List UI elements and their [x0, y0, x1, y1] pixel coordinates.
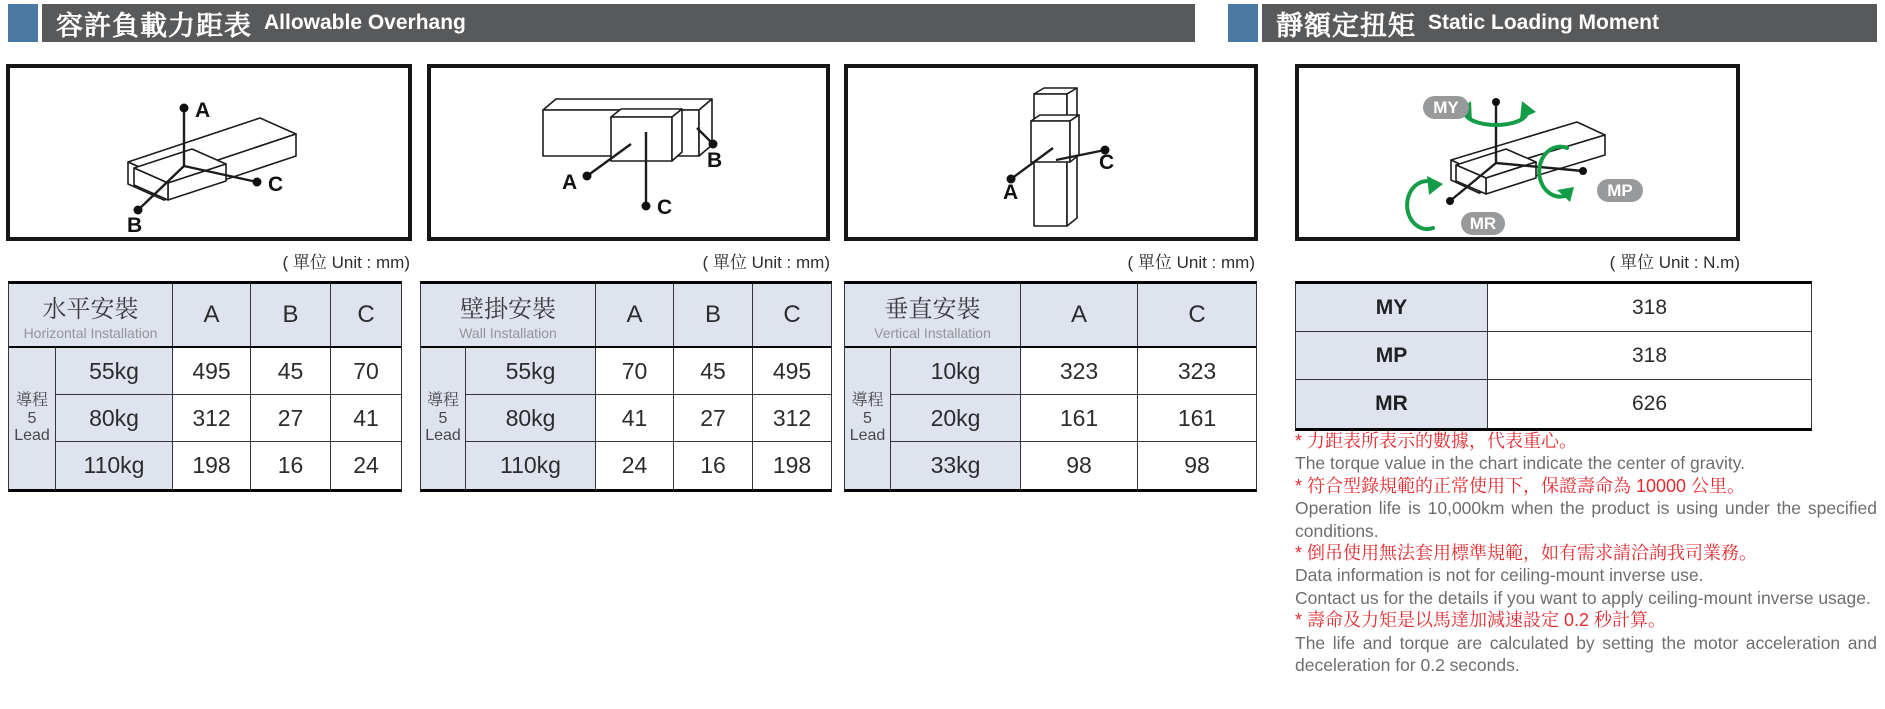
mr-badge-label: MR — [1469, 214, 1497, 233]
column-header-c: C — [753, 284, 831, 348]
table-title-en: Vertical Installation — [874, 325, 991, 341]
lead-number: 5 — [438, 409, 448, 427]
value-cell: 45 — [674, 348, 753, 395]
point-label: A — [1003, 181, 1019, 204]
note-line: The life and torque are calculated by setting the motor acceleration and deceleration for 0.2 seconds. — [1295, 632, 1877, 676]
value-cell: 16 — [251, 442, 331, 489]
note-line: * 壽命及力矩是以馬達加減速設定 0.2 秒計算。 — [1295, 610, 1667, 631]
column-header-b: B — [674, 284, 753, 348]
lead-en: Lead — [14, 427, 50, 445]
value-cell: 495 — [173, 348, 251, 395]
value-cell: 98 — [1138, 442, 1256, 489]
lead-cell — [845, 348, 891, 489]
static-moment-diagram — [1295, 64, 1740, 241]
column-header-a: A — [596, 284, 674, 348]
column-header-c: C — [331, 284, 401, 348]
horizontal-installation-table — [8, 281, 402, 492]
value-cell: 24 — [596, 442, 674, 489]
value-cell: 312 — [753, 395, 831, 442]
value-cell: 161 — [1138, 395, 1256, 442]
wall-installation-table — [420, 281, 832, 492]
value-cell: 70 — [331, 348, 401, 395]
vertical-installation-table — [844, 281, 1257, 492]
value-cell: 70 — [596, 348, 674, 395]
load-cell: 110kg — [56, 442, 173, 489]
section-title-en: Allowable Overhang — [264, 11, 466, 34]
header-bar — [1262, 4, 1877, 42]
moment-label-cell: MR — [1296, 380, 1488, 428]
table-title-zh: 壁掛安裝 — [460, 296, 556, 323]
isometric-actuator-drawing — [10, 68, 408, 237]
lead-en: Lead — [849, 427, 886, 445]
unit-label-mm: ( 單位 Unit : mm) — [282, 253, 410, 272]
load-cell: 80kg — [466, 395, 596, 442]
moment-value-cell: 318 — [1488, 284, 1811, 332]
table-title-cell — [9, 284, 173, 348]
column-header-b: B — [251, 284, 331, 348]
note-line: Contact us for the details if you want to apply ceiling-mount inverse usage. — [1295, 587, 1871, 608]
value-cell: 41 — [596, 395, 674, 442]
my-badge-label: MY — [1433, 98, 1459, 117]
load-cell: 80kg — [56, 395, 173, 442]
note-line: Data information is not for ceiling-mount inverse use. — [1295, 565, 1704, 586]
horizontal-installation-diagram — [6, 64, 412, 241]
column-header-c: C — [1138, 284, 1256, 348]
note-line: Operation life is 10,000km when the product is using under the specified conditions. — [1295, 498, 1877, 541]
value-cell: 161 — [1021, 395, 1138, 442]
value-cell: 16 — [674, 442, 753, 489]
load-cell: 20kg — [891, 395, 1021, 442]
footnotes — [1295, 430, 1877, 676]
moment-label-cell: MY — [1296, 284, 1488, 332]
section-title-zh: 靜額定扭矩 — [1276, 10, 1416, 41]
value-cell: 24 — [331, 442, 401, 489]
table-title-cell — [845, 284, 1021, 348]
mp-badge-label: MP — [1607, 181, 1633, 200]
point-label: A — [562, 171, 578, 194]
table-title-en: Wall Installation — [459, 325, 557, 341]
table-title-cell — [421, 284, 596, 348]
lead-zh: 導程 — [851, 391, 884, 409]
value-cell: 41 — [331, 395, 401, 442]
value-cell: 323 — [1138, 348, 1256, 395]
value-cell: 198 — [753, 442, 831, 489]
static-loading-moment-header — [1228, 4, 1877, 42]
allowable-overhang-header — [8, 4, 1195, 42]
point-label: C — [268, 173, 284, 196]
table-title-zh: 垂直安裝 — [884, 296, 981, 323]
value-cell: 312 — [173, 395, 251, 442]
load-cell: 55kg — [466, 348, 596, 395]
load-cell: 33kg — [891, 442, 1021, 489]
unit-label-mm: ( 單位 Unit : mm) — [702, 253, 830, 272]
section-title-en: Static Loading Moment — [1428, 11, 1659, 34]
note-line: The torque value in the chart indicate the center of gravity. — [1295, 453, 1746, 474]
static-loading-moment-table — [1295, 281, 1812, 431]
point-label: B — [707, 149, 723, 172]
value-cell: 198 — [173, 442, 251, 489]
header-bar — [42, 4, 1195, 42]
load-cell: 10kg — [891, 348, 1021, 395]
header-accent-square — [8, 4, 38, 42]
load-cell: 55kg — [56, 348, 173, 395]
table-title-zh: 水平安裝 — [42, 296, 139, 323]
isometric-actuator-drawing — [431, 68, 826, 237]
column-header-a: A — [1021, 284, 1138, 348]
value-cell: 27 — [251, 395, 331, 442]
moment-axes-drawing — [1299, 68, 1736, 237]
point-label: C — [657, 196, 673, 219]
lead-en: Lead — [425, 427, 461, 445]
lead-number: 5 — [27, 409, 37, 427]
lead-zh: 導程 — [15, 391, 48, 409]
lead-cell — [9, 348, 56, 489]
column-header-a: A — [173, 284, 251, 348]
moment-value-cell: 626 — [1631, 392, 1668, 415]
table-title-en: Horizontal Installation — [23, 325, 158, 341]
point-label: C — [1099, 151, 1115, 174]
note-line: * 符合型錄規範的正常使用下，保證壽命為 10000 公里。 — [1295, 475, 1746, 496]
value-cell: 27 — [674, 395, 753, 442]
vertical-installation-diagram — [844, 64, 1258, 241]
value-cell: 495 — [753, 348, 831, 395]
unit-label-mm: ( 單位 Unit : mm) — [1127, 253, 1255, 272]
note-line: * 力距表所表示的數據，代表重心。 — [1295, 431, 1578, 451]
wall-installation-diagram — [427, 64, 830, 241]
isometric-actuator-drawing — [848, 68, 1254, 237]
point-label: A — [195, 99, 211, 122]
value-cell: 45 — [251, 348, 331, 395]
moment-label-cell: MP — [1296, 332, 1488, 380]
load-cell: 110kg — [466, 442, 596, 489]
lead-number: 5 — [863, 409, 872, 427]
section-title-zh: 容許負載力距表 — [56, 10, 252, 41]
value-cell: 323 — [1021, 348, 1138, 395]
moment-value-cell: 318 — [1488, 332, 1811, 380]
lead-zh: 導程 — [426, 391, 459, 409]
lead-cell — [421, 348, 466, 489]
note-line: * 倒吊使用無法套用標準規範，如有需求請洽詢我司業務。 — [1295, 543, 1758, 564]
header-accent-square — [1228, 4, 1258, 42]
point-label: B — [127, 214, 143, 237]
unit-label-nm: ( 單位 Unit : N.m) — [1609, 253, 1740, 272]
value-cell: 98 — [1021, 442, 1138, 489]
